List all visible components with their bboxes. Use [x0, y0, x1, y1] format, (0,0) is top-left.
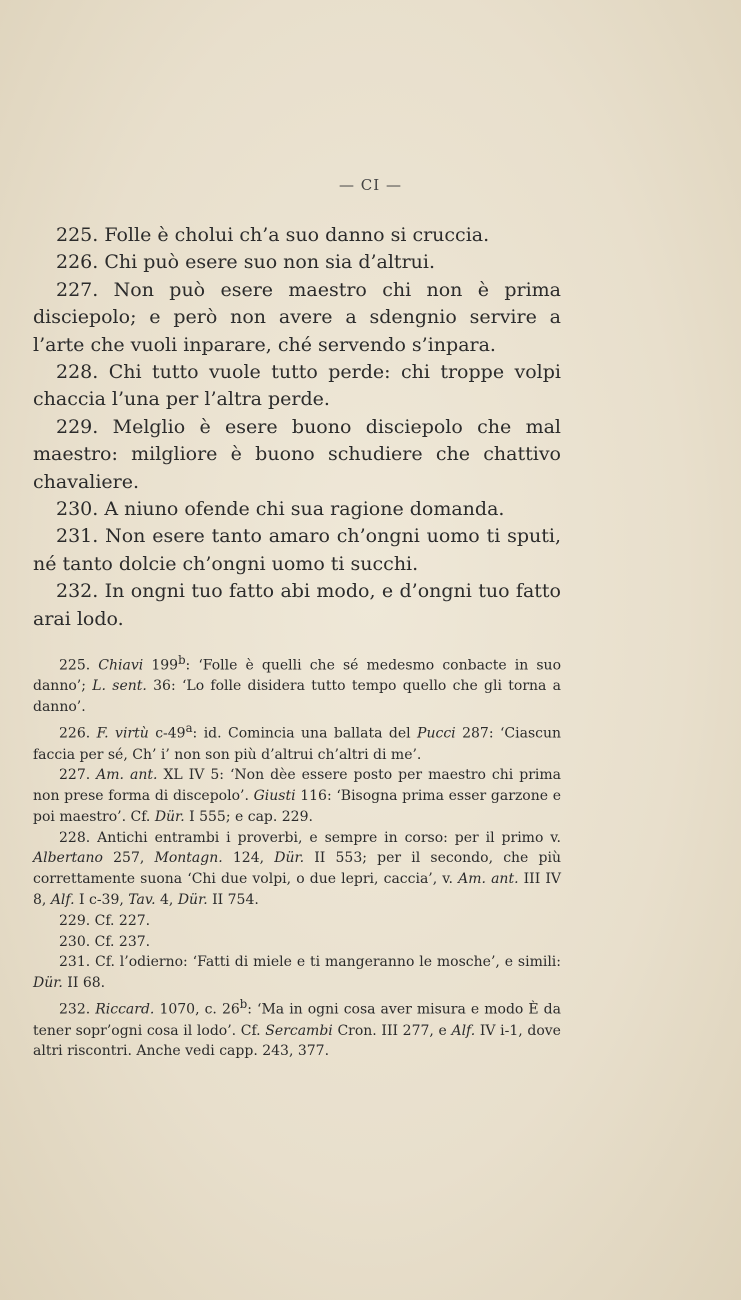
note-227: 227. Am. ant. XL IV 5: ‘Non dèe essere posto per maestro chi prima non prese forma di discepolo’. Giusti 116: ‘Bisogna prima esser garzone e poi maestro’. Cf. Dür. I 555; e cap. 229.: [33, 767, 562, 825]
note-230: 230. Cf. 237.: [59, 933, 151, 950]
page-header: — CI —: [339, 176, 402, 194]
note-231: 231. Cf. l’odierno: ‘Fatti di miele e ti mangeranno le mosche’, e simili: Dür. II 68.: [33, 954, 561, 992]
saying-226: 226. Chi può esere suo non sia d’altrui.: [56, 251, 436, 274]
note-232: 232. Riccard. 1070, c. 26$^b$: ‘Ma in ogni cosa aver misura e modo È da tener sopr’ogni cosa il lodo’. Cf. Sercambi Cron. III 277, e Alf. IV i-1, dove altri riscontri. Anche vedi capp. 243, 377.: [33, 997, 561, 1060]
saying-229: 229. Melglio è esere buono disciepolo che mal maestro: milgliore è buono schudiere che chattivo chavaliere.: [33, 415, 561, 493]
saying-227: 227. Non può esere maestro chi non è prima disciepolo; e però non avere a sdengnio servire a l’arte che vuoli inparare, ché servendo s’inpara.: [33, 278, 561, 356]
saying-231: 231. Non esere tanto amaro ch’ongni uomo ti sputi, né tanto dolcie ch’ongni uomo ti succhi.: [33, 525, 561, 575]
note-226: 226. F. virtù c-49$^a$: id. Comincia una ballata del Pucci 287: ‘Ciascun faccia per sé, Ch’ i’ non son più d’altrui ch’altri di me’.: [33, 721, 562, 763]
footnotes-section: [33, 650, 561, 1062]
saying-230: 230. A niuno ofende chi sua ragione domanda.: [56, 498, 505, 521]
note-229: 229. Cf. 227.: [59, 912, 151, 929]
sayings-section: [33, 222, 561, 633]
note-225: 225. Chiavi 199$^b$: ‘Folle è quelli che sé medesmo conbacte in suo danno’; L. sent. 36: ‘Lo folle disidera tutto tempo quello che gli torna a danno’.: [33, 653, 562, 716]
note-228: 228. Antichi entrambi i proverbi, e sempre in corso: per il primo v. Albertano 257, Montagn. 124, Dür. II 553; per il secondo, che più correttamente suona ‘Chi due volpi, o due lepri, caccia’, v. Am. ant. III IV 8, Alf. I c-39, Tav. 4, Dür. II 754.: [33, 829, 561, 909]
saying-232: 232. In ongni tuo fatto abi modo, e d’ongni tuo fatto arai lodo.: [33, 580, 561, 630]
saying-225: 225. Folle è cholui ch’a suo danno si cruccia.: [56, 224, 490, 246]
saying-228: 228. Chi tutto vuole tutto perde: chi troppe volpi chaccia l’una per l’altra perde.: [33, 361, 561, 411]
